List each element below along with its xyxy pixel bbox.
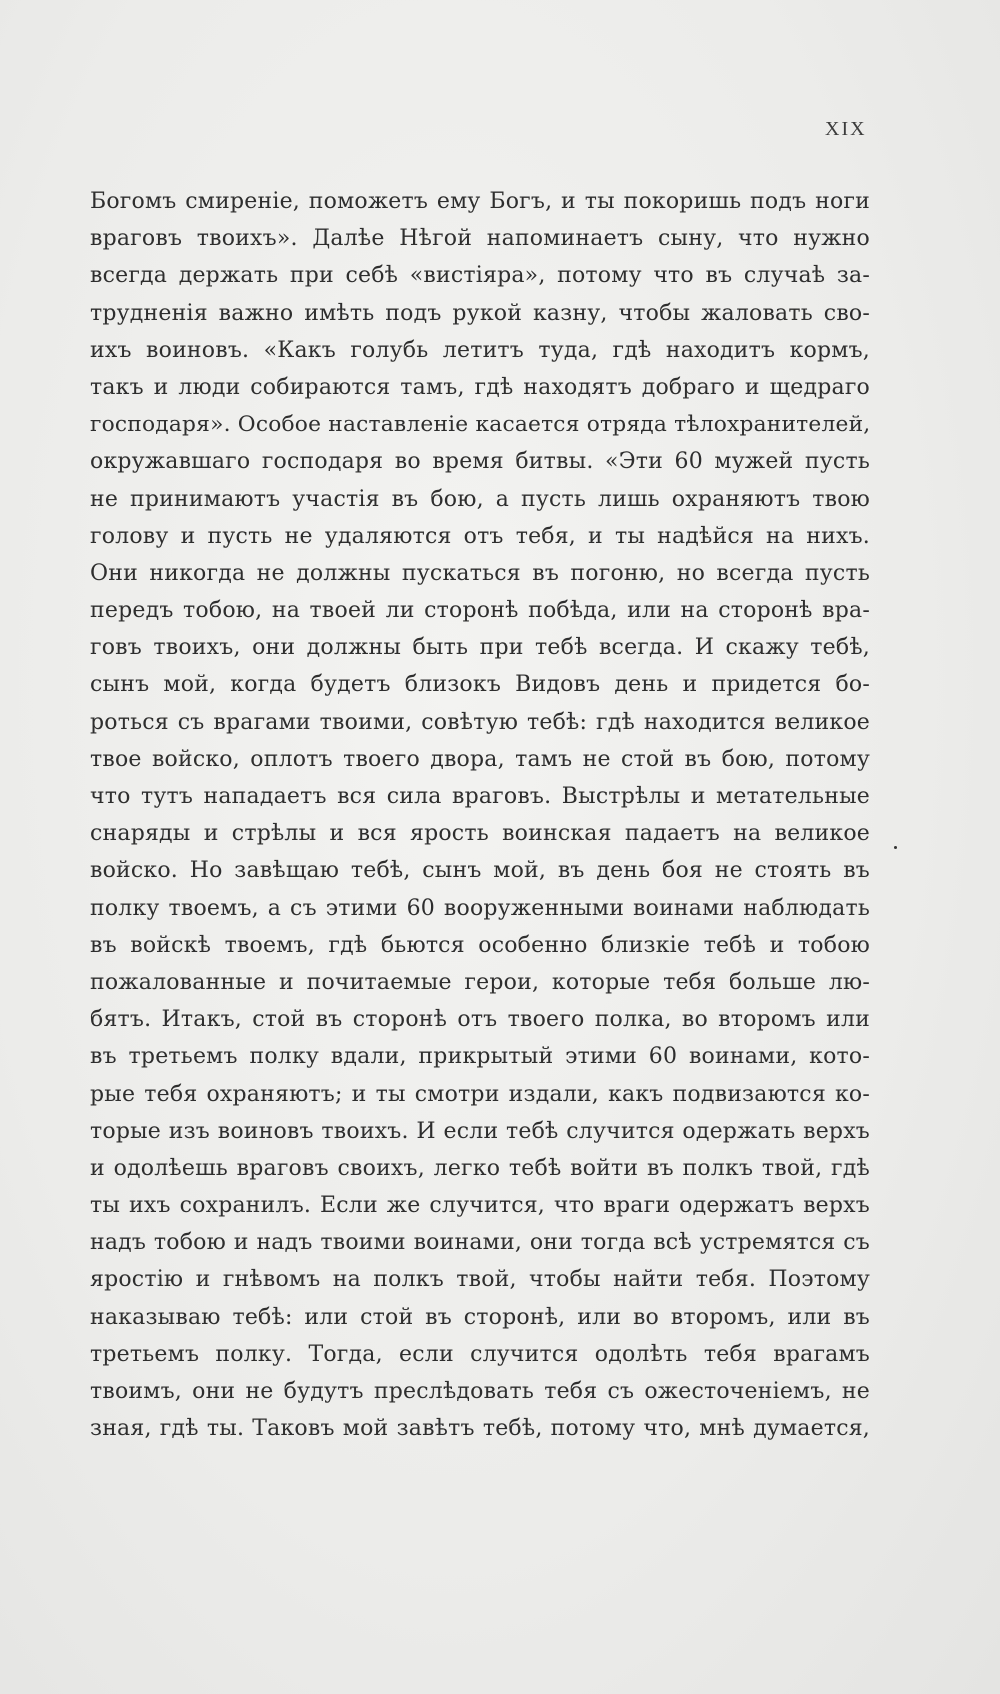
text-line: твое войско, оплотъ твоего двора, тамъ не стой въ бою, потому (90, 746, 870, 772)
text-line: господаря». Особое наставленiе касается отряда тѣлохранителей, (90, 412, 871, 438)
text-line: Богомъ смиренiе, поможетъ ему Богъ, и ты покоришь подъ ноги (90, 189, 870, 214)
text-line: такъ и люди собираются тамъ, гдѣ находятъ добраго и щедраго (90, 374, 870, 400)
text-line: снаряды и стрѣлы и вся ярость воинская падаетъ на великое (90, 821, 870, 847)
text-line: голову и пусть не удаляются отъ тебя, и ты надѣйся на нихъ. (90, 523, 870, 549)
text-line: ты ихъ сохранилъ. Если же случится, что враги одержатъ верхъ (90, 1193, 870, 1219)
text-line: Они никогда не должны пускаться въ погоню, но всегда пусть (90, 560, 870, 586)
text-line: говъ твоихъ, они должны быть при тебѣ всегда. И скажу тебѣ, (90, 635, 870, 661)
text-line: трудненiя важно имѣть подъ рукой казну, чтобы жаловать сво- (90, 300, 870, 326)
text-line: въ третьемъ полку вдали, прикрытый этими 60 воинами, кото- (90, 1044, 870, 1070)
text-line: ихъ воиновъ. «Какъ голубь летитъ туда, гдѣ находитъ кормъ, (90, 337, 870, 363)
text-line: передъ тобою, на твоей ли сторонѣ побѣда, или на сторонѣ вра- (90, 598, 870, 624)
body-text (90, 183, 870, 1447)
text-line: пожалованные и почитаемые герои, которые тебя больше лю- (90, 969, 870, 995)
text-line: надъ тобою и надъ твоими воинами, они тогда всѣ устремятся съ (90, 1230, 870, 1256)
text-line: и одолѣешь враговъ своихъ, легко тебѣ войти въ полкъ твой, гдѣ (90, 1155, 870, 1181)
text-line: войско. Но завѣщаю тебѣ, сынъ мой, въ день боя не стоять въ (90, 858, 870, 884)
text-line: въ войскѣ твоемъ, гдѣ бьются особенно близкiе тебѣ и тобою (90, 932, 870, 958)
text-line: рые тебя охраняютъ; и ты смотри издали, какъ подвизаются ко- (90, 1081, 870, 1107)
text-line: всегда держать при себѣ «вистiяра», потому что въ случаѣ за- (90, 263, 870, 289)
text-line: торые изъ воиновъ твоихъ. И если тебѣ случится одержать верхъ (90, 1118, 870, 1144)
text-line: враговъ твоихъ». Далѣе Нѣгой напоминаетъ сыну, что нужно (90, 226, 870, 252)
text-line: наказываю тебѣ: или стой въ сторонѣ, или во второмъ, или въ (90, 1304, 870, 1330)
ink-speck (894, 846, 897, 849)
text-line: не принимаютъ участiя въ бою, а пусть лишь охраняютъ твою (90, 486, 870, 512)
text-line: сынъ мой, когда будетъ близокъ Видовъ день и придется бо- (90, 672, 870, 698)
text-line: твоимъ, они не будутъ преслѣдовать тебя съ ожесточенiемъ, не (90, 1379, 870, 1404)
text-line: окружавшаго господаря во время битвы. «Эти 60 мужей пусть (90, 449, 870, 475)
text-line: третьемъ полку. Тогда, если случится одолѣть тебя врагамъ (90, 1341, 870, 1367)
text-line: что тутъ нападаетъ вся сила враговъ. Выстрѣлы и метательные (90, 784, 870, 809)
text-line: яростiю и гнѣвомъ на полкъ твой, чтобы найти тебя. Поэтому (90, 1267, 870, 1293)
text-line: роться съ врагами твоими, совѣтую тебѣ: гдѣ находится великое (90, 709, 870, 735)
text-line: полку твоемъ, а съ этими 60 вооруженными воинами наблюдать (90, 895, 870, 921)
text-line: бятъ. Итакъ, стой въ сторонѣ отъ твоего полка, во второмъ или (90, 1007, 870, 1033)
text-line: зная, гдѣ ты. Таковъ мой завѣтъ тебѣ, потому что, мнѣ думается, (90, 1416, 870, 1442)
page-number: XIX (825, 118, 867, 140)
